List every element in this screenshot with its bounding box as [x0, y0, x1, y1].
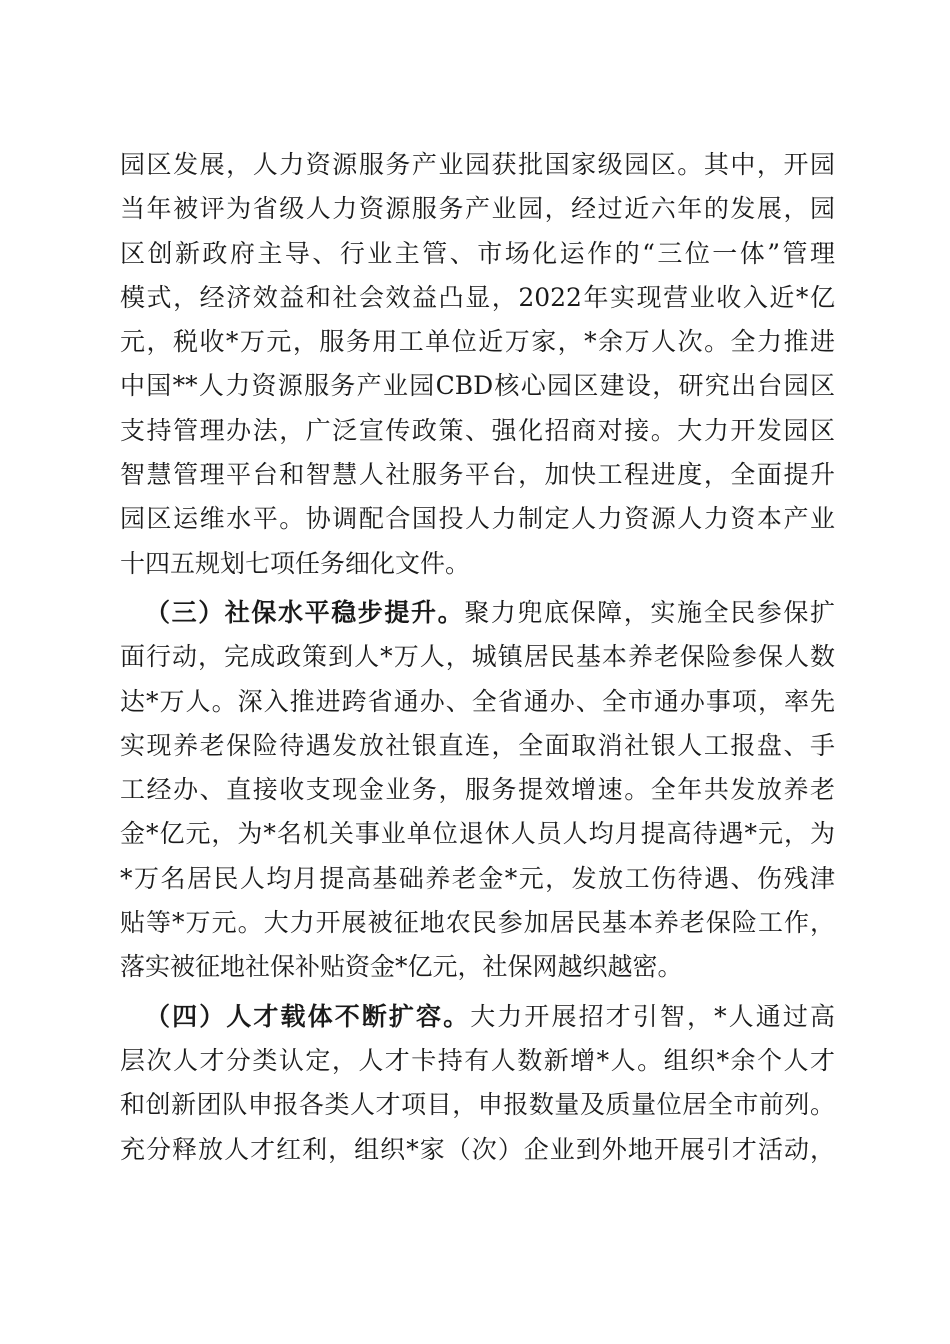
- text-line: 园区运维水平。协调配合国投人力制定人力资源人力资本产业: [120, 504, 835, 534]
- text-line: 十四五规划七项任务细化文件。: [120, 548, 471, 578]
- paragraph-talent-carriers: [120, 995, 835, 1172]
- text-line: 达*万人。深入推进跨省通办、全省通办、全市通办事项，率先: [120, 686, 835, 716]
- text-line: 实现养老保险待遇发放社银直连，全面取消社银人工报盘、手: [120, 730, 835, 760]
- section-heading: （三）社保水平稳步提升。: [145, 597, 465, 627]
- text-line: *万名居民人均月提高基础养老金*元，发放工伤待遇、伤残津: [120, 863, 835, 893]
- text-line: 层次人才分类认定，人才卡持有人数新增*人。组织*余个人才: [120, 1045, 835, 1075]
- paragraph-social-security: [120, 591, 835, 990]
- text-line: 工经办、直接收支现金业务，服务提效增速。全年共发放养老: [120, 775, 835, 805]
- text-line: 元，税收*万元，服务用工单位近万家，*余万人次。全力推进: [120, 327, 835, 357]
- section-heading: （四）人才载体不断扩容。: [145, 1001, 471, 1031]
- text-line: 中国**人力资源服务产业园CBD核心园区建设，研究出台园区: [120, 371, 835, 401]
- text-line: 当年被评为省级人力资源服务产业园，经过近六年的发展，园: [120, 194, 835, 224]
- text-line: 区创新政府主导、行业主管、市场化运作的“三位一体”管理: [120, 238, 835, 268]
- document-body: [120, 143, 835, 1172]
- text-line: 落实被征地社保补贴资金*亿元，社保网越织越密。: [120, 952, 683, 982]
- paragraph-first-line: [120, 591, 835, 635]
- text-line: 支持管理办法，广泛宣传政策、强化招商对接。大力开发园区: [120, 415, 835, 445]
- text-line: 面行动，完成政策到人*万人，城镇居民基本养老保险参保人数: [120, 642, 835, 672]
- text-run: 聚力兜底保障，实施全民参保扩: [464, 597, 835, 627]
- text-line: 贴等*万元。大力开展被征地农民参加居民基本养老保险工作，: [120, 908, 835, 938]
- text-line: 园区发展，人力资源服务产业园获批国家级园区。其中，开园: [120, 150, 835, 179]
- paragraph-park-development: [120, 143, 835, 586]
- text-run: 大力开展招才引智，*人通过高: [470, 1001, 835, 1031]
- text-line: 金*亿元，为*名机关事业单位退休人员人均月提高待遇*元，为: [120, 819, 835, 849]
- text-line: 模式，经济效益和社会效益凸显，2022年实现营业收入近*亿: [120, 282, 835, 312]
- text-line: 和创新团队申报各类人才项目，申报数量及质量位居全市前列。: [120, 1090, 835, 1120]
- text-line: 充分释放人才红利，组织*家（次）企业到外地开展引才活动，: [120, 1134, 835, 1164]
- text-line: 智慧管理平台和智慧人社服务平台，加快工程进度，全面提升: [120, 460, 835, 490]
- paragraph-first-line: [120, 995, 835, 1039]
